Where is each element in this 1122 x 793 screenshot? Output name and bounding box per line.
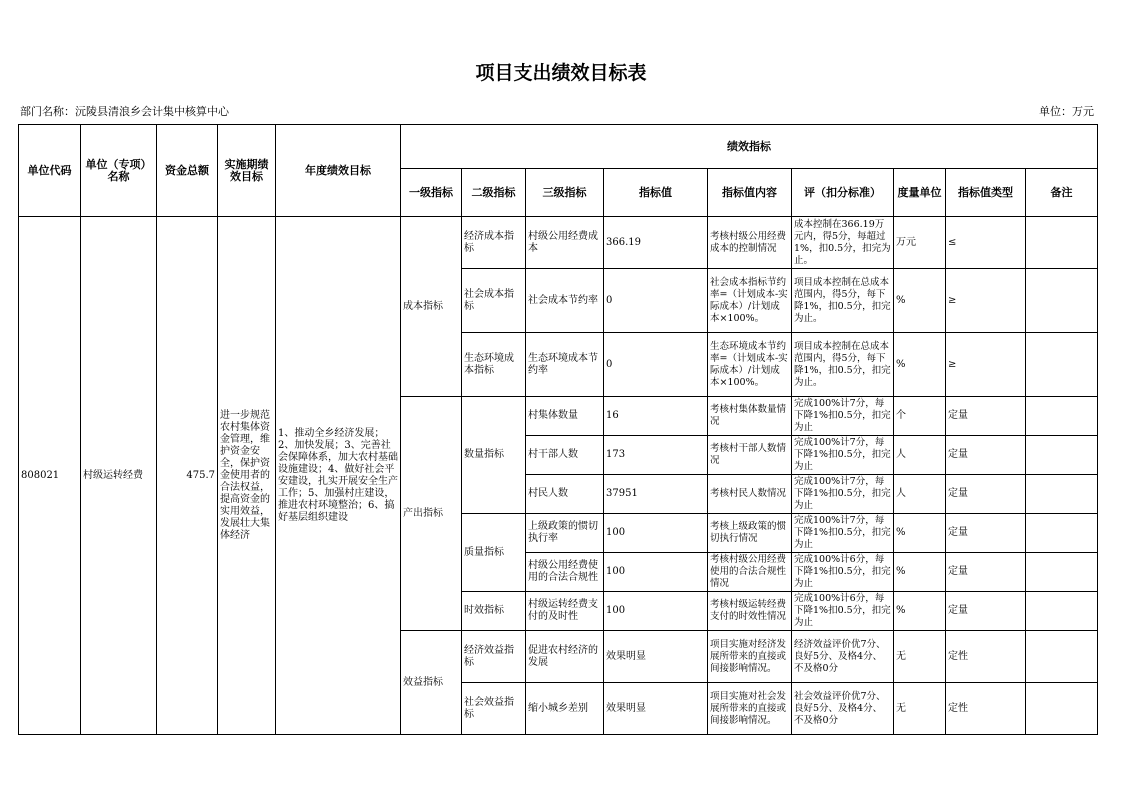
type-cell: 定量 [946,592,1026,631]
remark-cell [1026,397,1098,436]
scoring-cell: 社会效益评价优7分、良好5分、及格4分、不及格0分 [792,683,894,735]
header-unit-code: 单位代码 [19,125,81,217]
value-cell: 0 [604,269,708,333]
unit-cell: 无 [894,683,946,735]
value-cell: 100 [604,514,708,553]
header-level3: 三级指标 [526,169,604,217]
total-funds-cell: 475.7 [157,217,218,735]
content-cell: 社会成本指标节约率=（计划成本-实际成本）/计划成本×100%。 [708,269,792,333]
unit-cell: 万元 [894,217,946,269]
type-cell: 定量 [946,397,1026,436]
remark-cell [1026,553,1098,592]
level3-cell: 村级公用经费成本 [526,217,604,269]
scoring-cell: 完成100%计7分，每下降1%扣0.5分，扣完为止 [792,475,894,514]
table-row [19,217,1098,269]
department-label: 部门名称：沅陵县清浪乡会计集中核算中心 [20,105,229,118]
type-cell: 定性 [946,631,1026,683]
level1-cell: 成本指标 [401,217,462,397]
unit-cell: 无 [894,631,946,683]
header-value-content: 指标值内容 [708,169,792,217]
type-cell: 定性 [946,683,1026,735]
level3-cell: 村集体数量 [526,397,604,436]
value-cell: 16 [604,397,708,436]
unit-cell: 人 [894,436,946,475]
level2-cell: 质量指标 [462,514,526,592]
level3-cell: 社会成本节约率 [526,269,604,333]
header-unit-name: 单位（专项）名称 [81,125,157,217]
scoring-cell: 完成100%计7分，每下降1%扣0.5分，扣完为止 [792,514,894,553]
value-cell: 效果明显 [604,683,708,735]
unit-label: 单位：万元 [1039,105,1094,118]
level3-cell: 上级政策的惯切执行率 [526,514,604,553]
type-cell: ≤ [946,217,1026,269]
content-cell: 考核村级公用经费使用的合法合规性情况 [708,553,792,592]
value-cell: 366.19 [604,217,708,269]
scoring-cell: 成本控制在366.19万元内，得5分，每超过1%，扣0.5分，扣完为止。 [792,217,894,269]
remark-cell [1026,514,1098,553]
header-level2: 二级指标 [462,169,526,217]
content-cell: 考核上级政策的惯切执行情况 [708,514,792,553]
scoring-cell: 完成100%计7分，每下降1%扣0.5分，扣完为止 [792,436,894,475]
header-level1: 一级指标 [401,169,462,217]
type-cell: 定量 [946,475,1026,514]
value-cell: 37951 [604,475,708,514]
period-goal-cell: 进一步规范农村集体资金管理，维护资金安全，保护资金使用者的合法权益，提高资金的实用效益，发展壮大集体经济 [218,217,276,735]
content-cell: 考核村级运转经费支付的时效性情况 [708,592,792,631]
level3-cell: 村民人数 [526,475,604,514]
level2-cell: 社会成本指标 [462,269,526,333]
remark-cell [1026,333,1098,397]
remark-cell [1026,683,1098,735]
type-cell: 定量 [946,553,1026,592]
level2-cell: 社会效益指标 [462,683,526,735]
unit-code-cell: 808021 [19,217,81,735]
header-remarks: 备注 [1026,169,1098,217]
scoring-cell: 项目成本控制在总成本范围内，得5分，每下降1%，扣0.5分，扣完为止。 [792,333,894,397]
level1-cell: 产出指标 [401,397,462,631]
page-title: 项目支出绩效目标表 [475,62,647,84]
content-cell: 考核村集体数量情况 [708,397,792,436]
value-cell: 效果明显 [604,631,708,683]
performance-table [18,124,1098,735]
type-cell: ≥ [946,333,1026,397]
level3-cell: 村级公用经费使用的合法合规性 [526,553,604,592]
unit-name-cell: 村级运转经费 [81,217,157,735]
level3-cell: 村级运转经费支付的及时性 [526,592,604,631]
value-cell: 0 [604,333,708,397]
header-measure-unit: 度量单位 [894,169,946,217]
remark-cell [1026,592,1098,631]
unit-cell: % [894,553,946,592]
header-value: 指标值 [604,169,708,217]
content-cell: 项目实施对社会发展所带来的直接或间接影响情况。 [708,683,792,735]
unit-cell: % [894,333,946,397]
content-cell: 生态环境成本节约率=（计划成本-实际成本）/计划成本×100%。 [708,333,792,397]
annual-goal-cell: 1、推动全乡经济发展；2、加快发展；3、完善社会保障体系，加大农村基础设施建设；4、做好社会平安建设，扎实开展安全生产工作；5、加强村庄建设，推进农村环境整治；6、搞好基层组织建设 [276,217,401,735]
level1-cell: 效益指标 [401,631,462,735]
level3-cell: 促进农村经济的发展 [526,631,604,683]
type-cell: 定量 [946,514,1026,553]
header-scoring: 评（扣分标准） [792,169,894,217]
value-cell: 173 [604,436,708,475]
header-annual-goal: 年度绩效目标 [276,125,401,217]
level2-cell: 生态环境成本指标 [462,333,526,397]
remark-cell [1026,436,1098,475]
header-total-funds: 资金总额 [157,125,218,217]
scoring-cell: 完成100%计6分，每下降1%扣0.5分，扣完为止 [792,592,894,631]
header-perf-indicators: 绩效指标 [401,125,1098,169]
content-cell: 考核村级公用经费成本的控制情况 [708,217,792,269]
unit-cell: % [894,592,946,631]
level3-cell: 缩小城乡差别 [526,683,604,735]
scoring-cell: 完成100%计7分，每下降1%扣0.5分，扣完为止 [792,397,894,436]
content-cell: 项目实施对经济发展所带来的直接或间接影响情况。 [708,631,792,683]
remark-cell [1026,631,1098,683]
header-value-type: 指标值类型 [946,169,1026,217]
type-cell: ≥ [946,269,1026,333]
level2-cell: 经济效益指标 [462,631,526,683]
unit-cell: 人 [894,475,946,514]
unit-cell: % [894,514,946,553]
remark-cell [1026,475,1098,514]
header-period-goal: 实施期绩效目标 [218,125,276,217]
level2-cell: 经济成本指标 [462,217,526,269]
remark-cell [1026,217,1098,269]
scoring-cell: 经济效益评价优7分、良好5分、及格4分、不及格0分 [792,631,894,683]
scoring-cell: 完成100%计6分，每下降1%扣0.5分，扣完为止 [792,553,894,592]
unit-cell: % [894,269,946,333]
remark-cell [1026,269,1098,333]
level2-cell: 时效指标 [462,592,526,631]
value-cell: 100 [604,592,708,631]
unit-cell: 个 [894,397,946,436]
level3-cell: 生态环境成本节约率 [526,333,604,397]
level3-cell: 村干部人数 [526,436,604,475]
content-cell: 考核村民人数情况 [708,475,792,514]
content-cell: 考核村干部人数情况 [708,436,792,475]
value-cell: 100 [604,553,708,592]
scoring-cell: 项目成本控制在总成本范围内，得5分，每下降1%，扣0.5分，扣完为止。 [792,269,894,333]
level2-cell: 数量指标 [462,397,526,514]
type-cell: 定量 [946,436,1026,475]
